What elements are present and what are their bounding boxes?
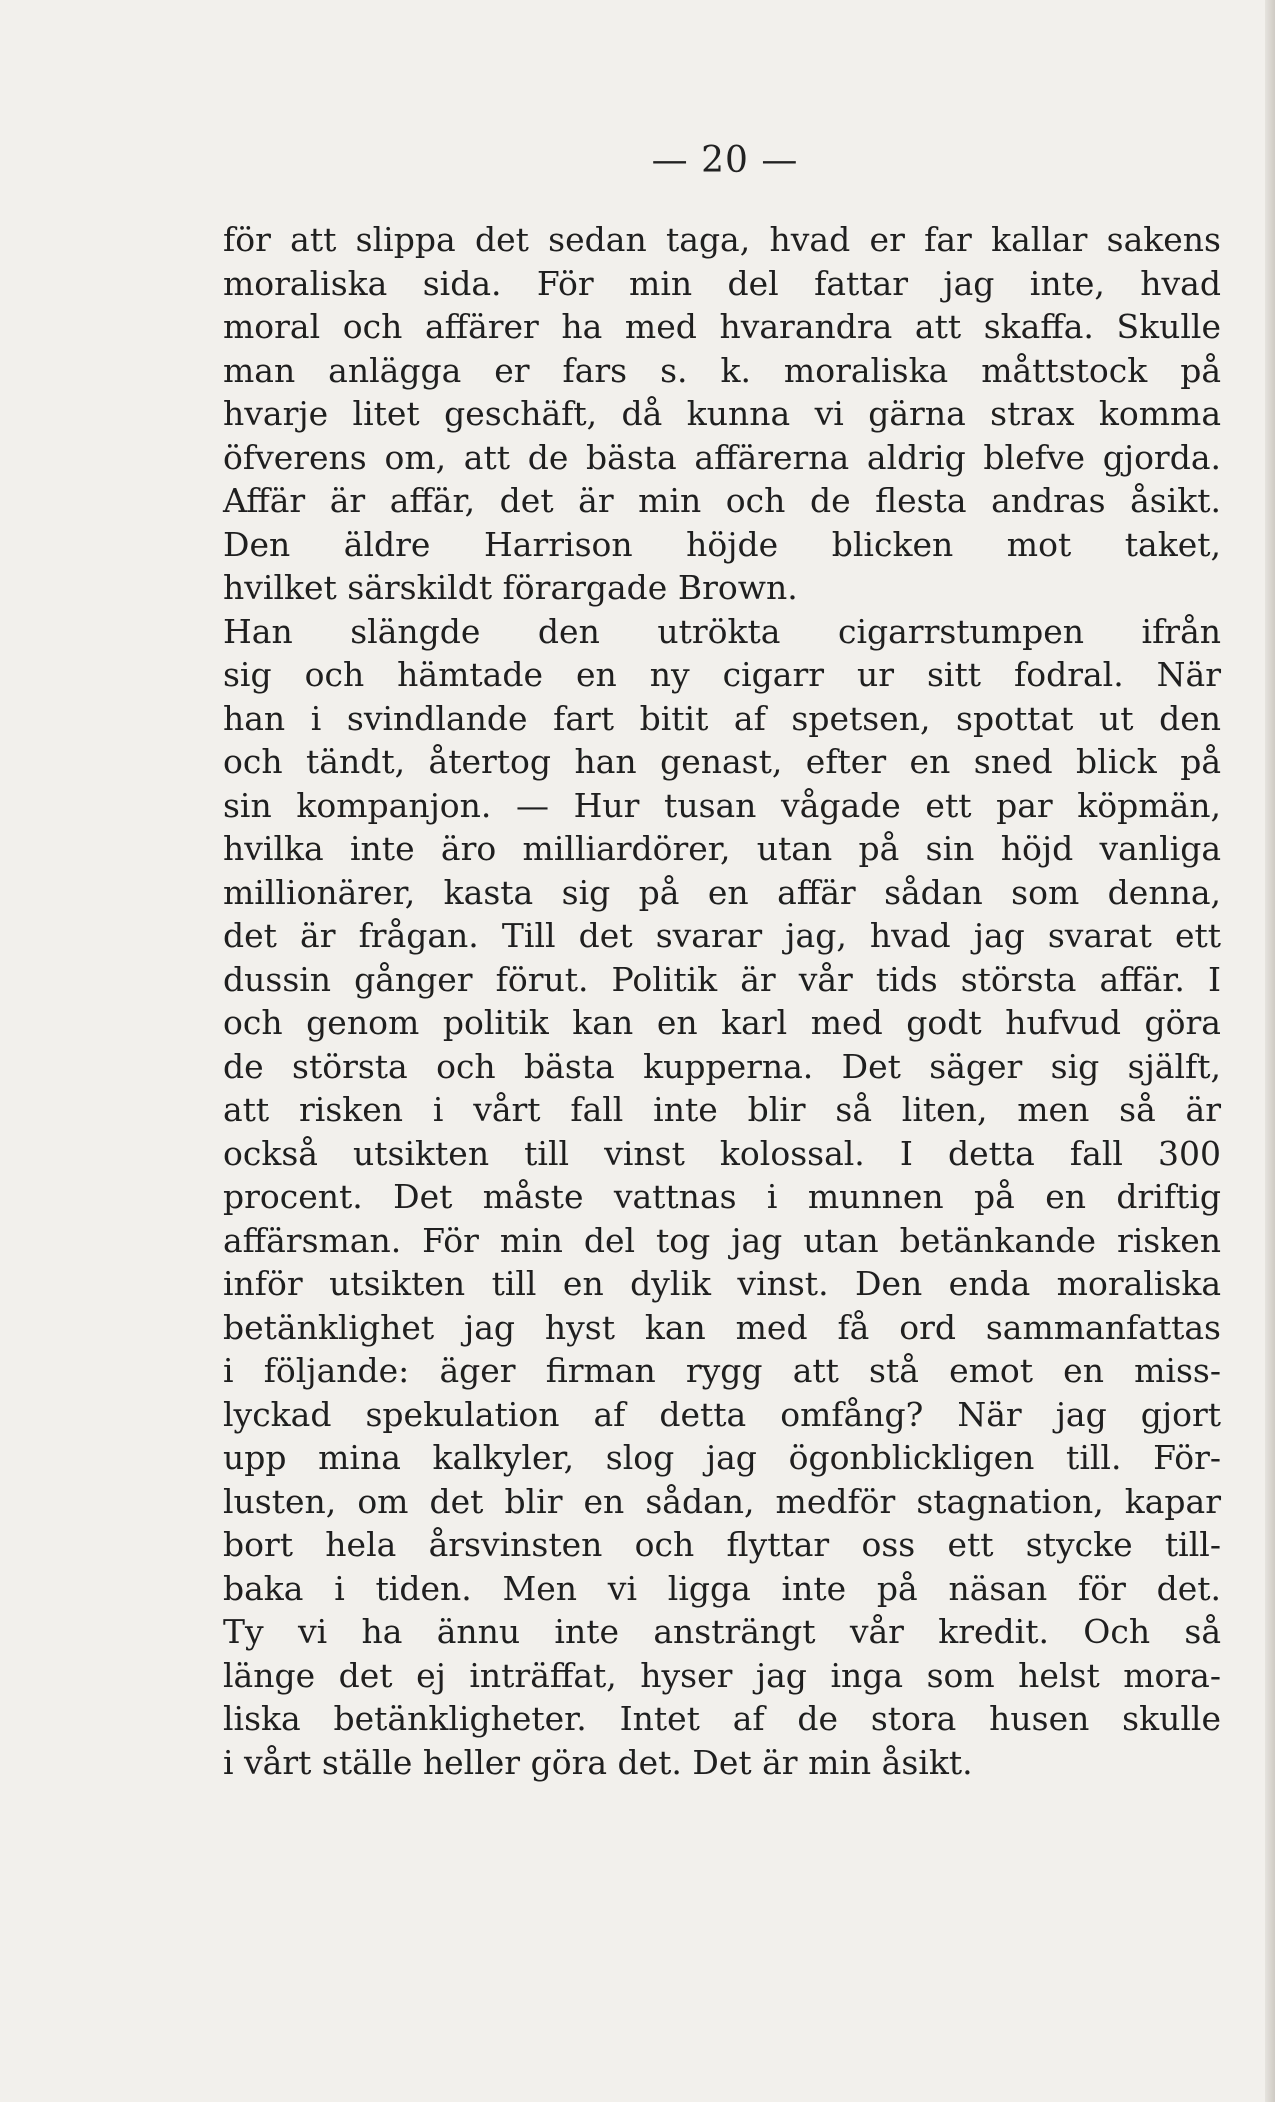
text-line: Affär är affär, det är min och de flesta andras åsikt. — [223, 481, 1221, 520]
text-line: millionärer, kasta sig på en affär sådan som denna, — [223, 872, 1221, 912]
text-line: upp mina kalkyler, slog jag ögonblickligen till. För- — [223, 1438, 1221, 1477]
text-line: Den äldre Harrison höjde blicken mot taket, — [223, 524, 1221, 564]
page-number: — 20 — — [651, 140, 799, 181]
text-line: affärsman. För min del tog jag utan betänkande risken — [223, 1220, 1221, 1260]
text-line: i vårt ställe heller göra det. Det är min åsikt. — [223, 1742, 973, 1782]
text-line: Han slängde den utrökta cigarrstumpen ifrån — [223, 611, 1221, 651]
text-line: man anlägga er fars s. k. moraliska måttstock på — [223, 350, 1221, 390]
text-line: betänklighet jag hyst kan med få ord sammanfattas — [223, 1307, 1221, 1347]
text-line: procent. Det måste vattnas i munnen på en driftig — [223, 1177, 1221, 1216]
text-line: och tändt, återtog han genast, efter en sned blick på — [223, 742, 1221, 781]
text-line: hvarje litet geschäft, då kunna vi gärna strax komma — [223, 394, 1221, 433]
text-line: bort hela årsvinsten och flyttar oss ett stycke till- — [223, 1525, 1221, 1564]
text-line: inför utsikten till en dylik vinst. Den enda moraliska — [223, 1264, 1221, 1303]
text-line: de största och bästa kupperna. Det säger sig själft, — [223, 1046, 1221, 1086]
text-line: öfverens om, att de bästa affärerna aldrig blefve gjorda. — [223, 437, 1221, 477]
text-line: också utsikten till vinst kolossal. I detta fall 300 — [223, 1133, 1221, 1173]
body-text — [223, 218, 1221, 1784]
text-line: sin kompanjon. — Hur tusan vågade ett par köpmän, — [223, 785, 1221, 825]
text-line: och genom politik kan en karl med godt hufvud göra — [223, 1003, 1221, 1042]
text-line: lyckad spekulation af detta omfång? När jag gjort — [223, 1394, 1221, 1434]
text-line: lusten, om det blir en sådan, medför stagnation, kapar — [223, 1481, 1221, 1521]
page-edge-shadow — [1265, 0, 1275, 2102]
text-line: länge det ej inträffat, hyser jag inga som helst mora- — [223, 1655, 1221, 1695]
text-line: hvilka inte äro milliardörer, utan på sin höjd vanliga — [223, 829, 1221, 868]
text-line: för att slippa det sedan taga, hvad er far kallar sakens — [223, 220, 1221, 259]
text-line: att risken i vårt fall inte blir så liten, men så är — [223, 1090, 1221, 1129]
text-line: det är frågan. Till det svarar jag, hvad jag svarat ett — [223, 916, 1221, 955]
text-line: baka i tiden. Men vi ligga inte på näsan för det. — [223, 1568, 1221, 1608]
text-line: han i svindlande fart bitit af spetsen, spottat ut den — [223, 698, 1221, 738]
text-line: sig och hämtade en ny cigarr ur sitt fodral. När — [223, 655, 1221, 694]
text-line: moral och affärer ha med hvarandra att skaffa. Skulle — [223, 307, 1221, 346]
text-line: liska betänkligheter. Intet af de stora husen skulle — [223, 1699, 1221, 1738]
text-line: moraliska sida. För min del fattar jag inte, hvad — [223, 263, 1221, 303]
text-line: dussin gånger förut. Politik är vår tids största affär. I — [223, 959, 1221, 999]
text-line: Ty vi ha ännu inte ansträngt vår kredit. Och så — [223, 1612, 1221, 1651]
text-line: hvilket särskildt förargade Brown. — [223, 568, 798, 607]
text-line: i följande: äger firman rygg att stå emot en miss- — [223, 1351, 1221, 1390]
